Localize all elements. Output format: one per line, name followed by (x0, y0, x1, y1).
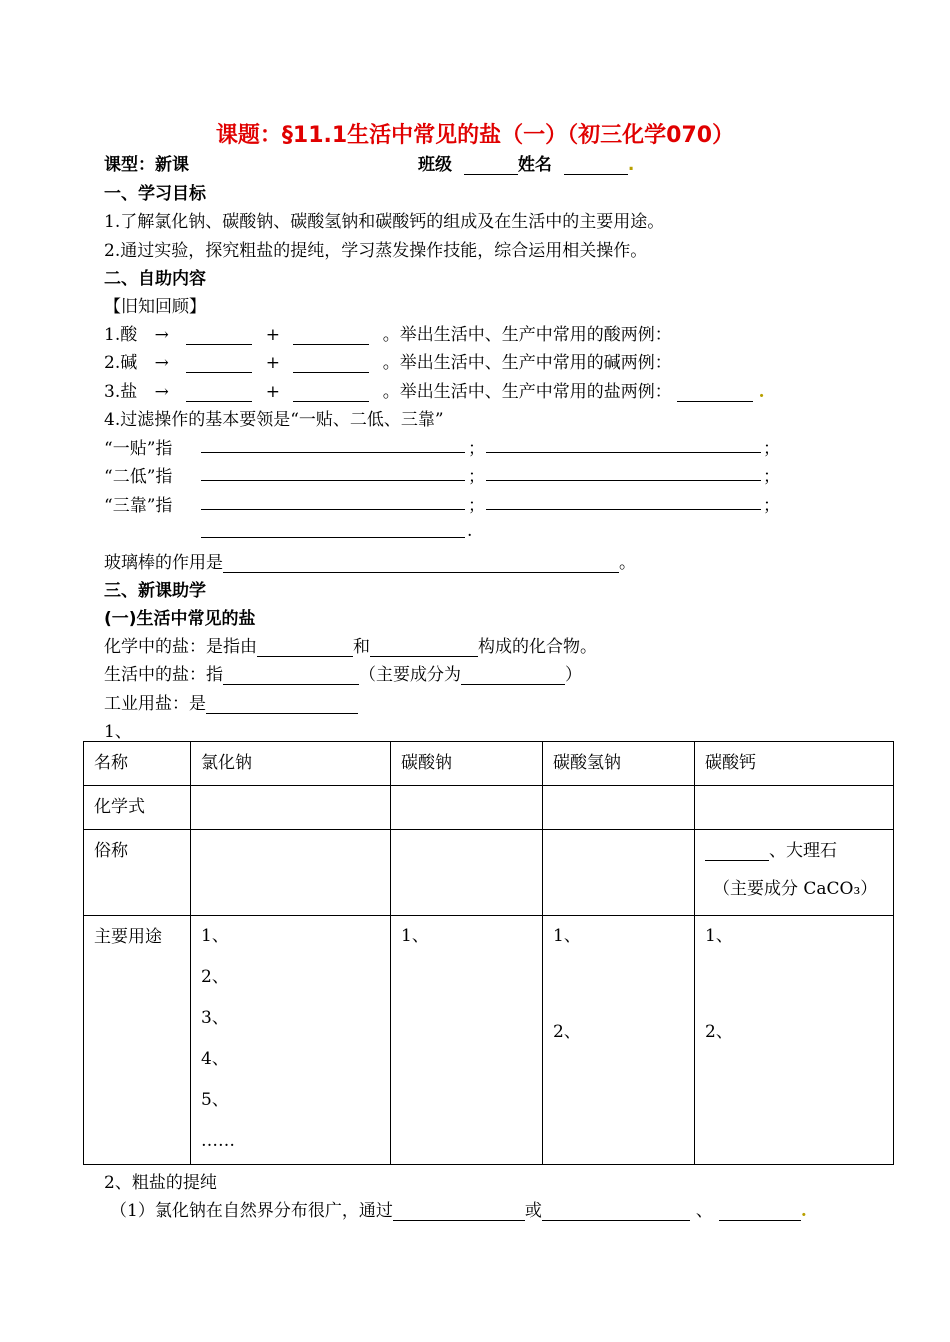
arrow-icon: → (154, 353, 169, 373)
base-blank-2[interactable] (293, 354, 369, 373)
question-salt (104, 377, 765, 402)
course-type: 课型：新课 (104, 155, 189, 175)
glass-rod-suffix: 。 (619, 553, 636, 573)
caco3-note: （主要成分 CaCO₃） (713, 879, 878, 899)
dot-mark: . (800, 1201, 807, 1221)
section1-heading: 一、学习目标 (104, 184, 206, 204)
salt-label: 3.盐 (104, 382, 138, 402)
formula-caco3[interactable] (695, 786, 894, 830)
sankao-blank-1[interactable] (201, 509, 465, 510)
industrial-salt-definition (104, 689, 358, 714)
erdi-label: “二低”指 (104, 467, 173, 487)
life-salt-blank-1[interactable] (223, 666, 359, 685)
crude-salt-blank-2[interactable] (542, 1202, 690, 1221)
life-salt-mid: （主要成分为 (359, 665, 461, 685)
industrial-salt-label: 工业用盐：是 (104, 694, 206, 714)
arrow-icon: → (154, 325, 169, 345)
plus-sign: + (265, 325, 280, 345)
and-word: 和 (353, 637, 370, 657)
life-salt-suffix: ） (565, 665, 582, 685)
semicolon: ； (763, 496, 780, 516)
common-name-caco3 (695, 830, 894, 916)
table-row (84, 916, 894, 1165)
yitie-blank-2[interactable] (486, 452, 761, 453)
list-item: 5、 (201, 1090, 229, 1110)
plus-sign: + (265, 353, 280, 373)
filtration-question: 4.过滤操作的基本要领是“一贴、二低、三靠” (104, 410, 444, 430)
base-suffix: 。举出生活中、生产中常用的碱两例： (382, 353, 672, 373)
chem-salt-blank-1[interactable] (257, 638, 353, 657)
table-number: 1、 (104, 722, 132, 742)
caco3-common-name-blank[interactable] (705, 842, 769, 861)
table-row (84, 742, 894, 786)
yitie-label: “一贴”指 (104, 439, 173, 459)
salt-table (83, 741, 894, 1165)
list-item: 4、 (201, 1049, 229, 1069)
question-acid (104, 320, 672, 345)
glass-rod-question (104, 548, 636, 573)
acid-blank-2[interactable] (293, 326, 369, 345)
list-item: 1、 (553, 926, 581, 946)
review-label: 【旧知回顾】 (104, 297, 206, 317)
period: . (467, 521, 473, 541)
objective-1: 1.了解氯化钠、碳酸钠、碳酸氢钠和碳酸钙的组成及在生活中的主要用途。 (104, 212, 665, 232)
crude-salt-item-1-text: （1）氯化钠在自然界分布很广，通过 (110, 1201, 393, 1221)
section2-heading: 二、自助内容 (104, 269, 206, 289)
usage-na2co3 (391, 916, 543, 1165)
objective-2: 2.通过实验，探究粗盐的提纯，学习蒸发操作技能，综合运用相关操作。 (104, 241, 648, 261)
crude-salt-blank-1[interactable] (393, 1202, 525, 1221)
salt-suffix: 。举出生活中、生产中常用的盐两例： (382, 382, 672, 402)
erdi-blank-2[interactable] (486, 480, 761, 481)
formula-nahco3[interactable] (543, 786, 695, 830)
list-item: 2、 (705, 1022, 733, 1042)
usage-caco3 (695, 916, 894, 1165)
salt-blank-2[interactable] (293, 383, 369, 402)
acid-suffix: 。举出生活中、生产中常用的酸两例： (382, 325, 672, 345)
chem-salt-label: 化学中的盐：是指由 (104, 637, 257, 657)
crude-salt-heading: 2、粗盐的提纯 (104, 1173, 217, 1193)
header-nahco3: 碳酸氢钠 (543, 742, 695, 786)
list-item: 1、 (705, 926, 733, 946)
header-name: 名称 (84, 742, 191, 786)
row-formula-label: 化学式 (84, 786, 191, 830)
list-item: 2、 (201, 967, 229, 987)
salt-examples-blank[interactable] (677, 383, 753, 402)
life-salt-definition (104, 660, 582, 685)
row-usage-label: 主要用途 (84, 916, 191, 1165)
chem-salt-definition (104, 632, 597, 657)
yitie-blank-1[interactable] (201, 452, 465, 453)
semicolon: ； (763, 439, 780, 459)
header-caco3: 碳酸钙 (695, 742, 894, 786)
common-name-nacl[interactable] (191, 830, 391, 916)
or-word: 或 (524, 1201, 542, 1221)
semicolon: ； (468, 467, 485, 487)
life-salt-label: 生活中的盐：指 (104, 665, 223, 685)
name-label: 姓名 (517, 155, 552, 175)
formula-nacl[interactable] (191, 786, 391, 830)
class-field (418, 150, 634, 175)
sankao-blank-3[interactable] (201, 537, 465, 538)
header-nacl: 氯化钠 (191, 742, 391, 786)
common-name-nahco3[interactable] (543, 830, 695, 916)
chem-salt-blank-2[interactable] (370, 638, 478, 657)
common-name-na2co3[interactable] (391, 830, 543, 916)
comma: 、 (695, 1201, 713, 1221)
table-row (84, 830, 894, 916)
class-blank[interactable] (464, 156, 518, 175)
crude-salt-blank-3[interactable] (719, 1202, 801, 1221)
section3-heading: 三、新课助学 (104, 581, 206, 601)
dot-mark: . (627, 155, 635, 175)
formula-na2co3[interactable] (391, 786, 543, 830)
glass-rod-label: 玻璃棒的作用是 (104, 553, 223, 573)
sankao-label: “三靠”指 (104, 496, 173, 516)
list-item: 3、 (201, 1008, 229, 1028)
list-item: …… (201, 1131, 235, 1151)
industrial-salt-blank[interactable] (206, 695, 358, 714)
header-na2co3: 碳酸钠 (391, 742, 543, 786)
life-salt-blank-2[interactable] (461, 666, 565, 685)
list-item: 2、 (553, 1022, 581, 1042)
acid-label: 1.酸 (104, 325, 138, 345)
list-item: 1、 (201, 926, 229, 946)
semicolon: ； (763, 467, 780, 487)
list-item: 1、 (401, 926, 429, 946)
class-label: 班级 (418, 155, 452, 175)
plus-sign: + (265, 382, 280, 402)
usage-nacl (191, 916, 391, 1165)
name-blank[interactable] (564, 156, 628, 175)
question-base (104, 348, 672, 373)
base-label: 2.碱 (104, 353, 138, 373)
base-blank-1[interactable] (186, 354, 252, 373)
acid-blank-1[interactable] (186, 326, 252, 345)
caco3-common-name-suffix: 、大理石 (769, 841, 837, 861)
dot-mark: . (758, 382, 765, 402)
semicolon: ； (468, 439, 485, 459)
salt-blank-1[interactable] (186, 383, 252, 402)
crude-salt-item-1 (110, 1196, 807, 1221)
row-common-name-label: 俗称 (84, 830, 191, 916)
semicolon: ； (468, 496, 485, 516)
chem-salt-suffix: 构成的化合物。 (478, 637, 597, 657)
glass-rod-blank[interactable] (223, 554, 619, 573)
erdi-blank-1[interactable] (201, 480, 465, 481)
section3-subheading: (一)生活中常见的盐 (104, 609, 256, 629)
page-title: 课题：§11.1生活中常见的盐（一）（初三化学070） (215, 123, 735, 148)
sankao-blank-2[interactable] (486, 509, 761, 510)
usage-nahco3 (543, 916, 695, 1165)
table-row (84, 786, 894, 830)
arrow-icon: → (154, 382, 169, 402)
